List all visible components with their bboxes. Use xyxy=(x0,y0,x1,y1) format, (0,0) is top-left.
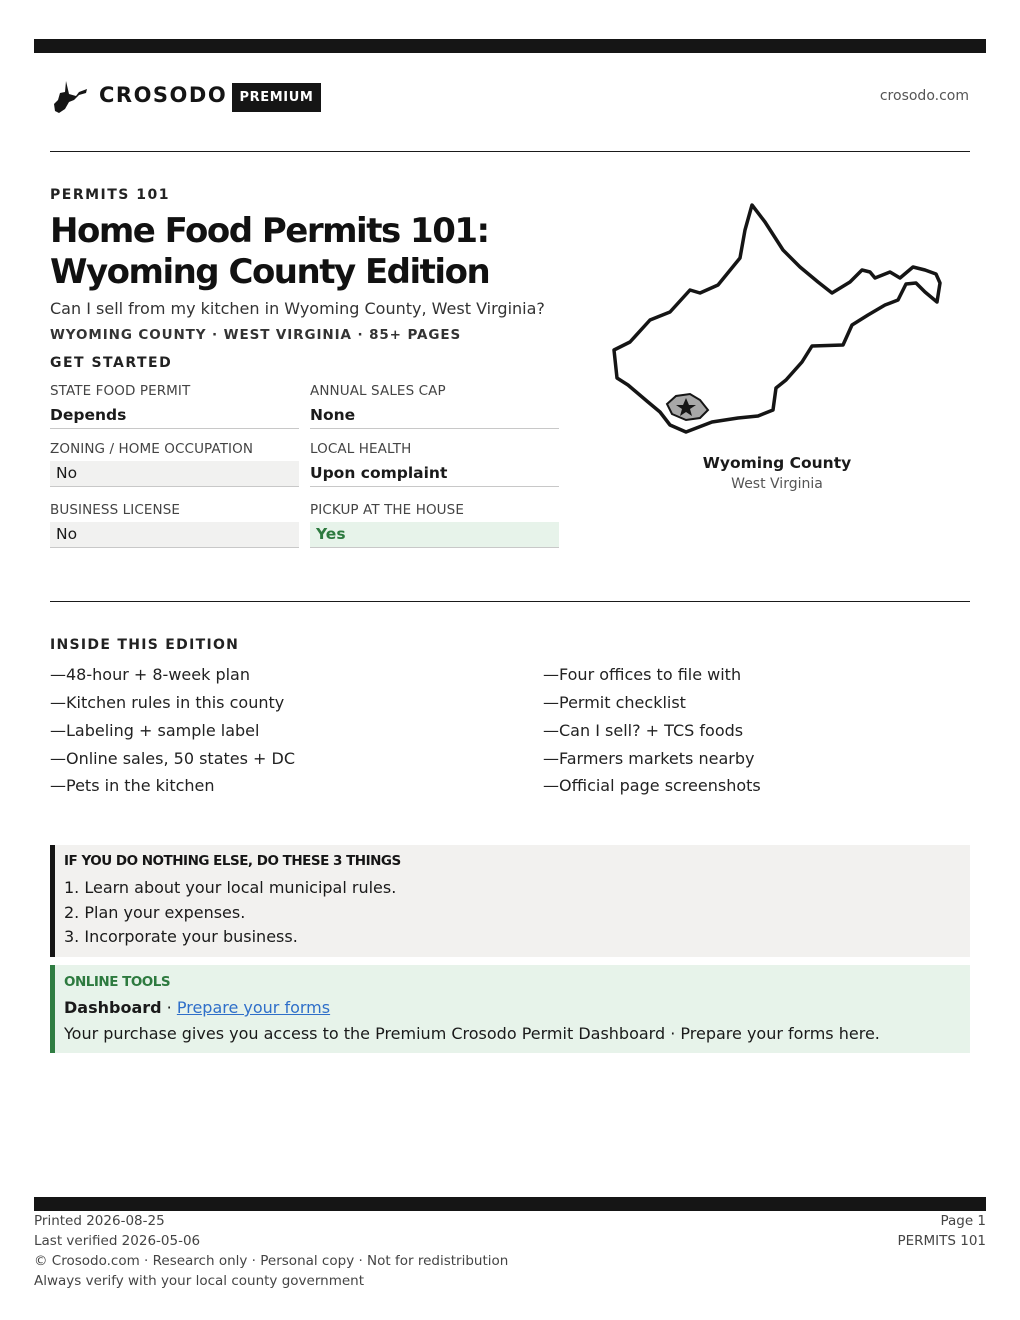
title-line-2: Wyoming County Edition xyxy=(50,252,490,292)
page-title xyxy=(50,211,590,293)
copyright-notice: © Crosodo.com · Research only · Personal copy · Not for redistribution xyxy=(34,1253,509,1269)
footer-section: PERMITS 101 xyxy=(897,1233,986,1249)
toc-item[interactable]: —Kitchen rules in this county xyxy=(50,693,285,712)
dashboard-separator: · xyxy=(161,998,177,1017)
fact-value: No xyxy=(50,522,299,548)
west-virginia-outline xyxy=(614,205,940,432)
fact-value: Depends xyxy=(50,403,299,429)
verified-date: Last verified 2026-05-06 xyxy=(34,1233,201,1249)
premium-badge: PREMIUM xyxy=(232,83,321,112)
dashboard-label: Dashboard xyxy=(64,998,162,1017)
dashboard-line xyxy=(64,998,330,1017)
get-started-heading: GET STARTED xyxy=(50,355,173,371)
page-meta: WYOMING COUNTY · WEST VIRGINIA · 85+ PAGES xyxy=(50,327,462,343)
toc-item[interactable]: —48-hour + 8-week plan xyxy=(50,665,250,684)
page-subtitle: Can I sell from my kitchen in Wyoming County, West Virginia? xyxy=(50,299,545,318)
toc-item[interactable]: —Pets in the kitchen xyxy=(50,776,215,795)
page-number: Page 1 xyxy=(940,1213,986,1229)
three-things-callout xyxy=(50,845,970,957)
title-line-1: Home Food Permits 101: xyxy=(50,211,489,251)
map-county-name: Wyoming County xyxy=(702,454,852,472)
section-divider xyxy=(50,601,970,602)
footer-bar xyxy=(34,1197,986,1211)
site-url[interactable]: crosodo.com xyxy=(879,88,969,104)
fact-label: STATE FOOD PERMIT xyxy=(50,383,191,399)
state-map xyxy=(600,195,950,440)
fact-label: ZONING / HOME OCCUPATION xyxy=(50,441,254,457)
fact-business-license xyxy=(50,502,299,548)
fact-label: ANNUAL SALES CAP xyxy=(310,383,446,399)
callout-heading: IF YOU DO NOTHING ELSE, DO THESE 3 THINGS xyxy=(64,853,401,869)
section-kicker: PERMITS 101 xyxy=(50,187,170,203)
fact-label: LOCAL HEALTH xyxy=(310,441,412,457)
toc-item[interactable]: —Online sales, 50 states + DC xyxy=(50,749,296,768)
callout-item: 2. Plan your expenses. xyxy=(64,903,246,922)
online-tools-description: Your purchase gives you access to the Premium Crosodo Permit Dashboard · Prepare your forms here. xyxy=(64,1024,880,1043)
toc-item[interactable]: —Can I sell? + TCS foods xyxy=(543,721,744,740)
fact-value: No xyxy=(50,461,299,487)
fact-value: None xyxy=(310,403,559,429)
fact-annual-sales-cap xyxy=(310,383,559,429)
online-tools-heading: ONLINE TOOLS xyxy=(64,974,171,990)
toc-item[interactable]: —Four offices to file with xyxy=(543,665,742,684)
toc-heading: INSIDE THIS EDITION xyxy=(50,637,240,653)
toc-item[interactable]: —Farmers markets nearby xyxy=(543,749,755,768)
header-divider xyxy=(50,151,970,152)
callout-item: 1. Learn about your local municipal rules. xyxy=(64,878,397,897)
online-tools-callout xyxy=(50,965,970,1053)
toc-item[interactable]: —Permit checklist xyxy=(543,693,686,712)
fact-state-food-permit xyxy=(50,383,299,429)
west-virginia-logo-icon xyxy=(52,80,88,114)
fact-value: Upon complaint xyxy=(310,461,559,487)
toc-item[interactable]: —Labeling + sample label xyxy=(50,721,260,740)
verify-note: Always verify with your local county government xyxy=(34,1273,364,1289)
prepare-forms-link[interactable]: Prepare your forms xyxy=(176,998,331,1017)
toc-item[interactable]: —Official page screenshots xyxy=(543,776,761,795)
fact-label: PICKUP AT THE HOUSE xyxy=(310,502,464,518)
map-state-name: West Virginia xyxy=(731,476,823,492)
fact-local-health xyxy=(310,441,559,487)
fact-value: Yes xyxy=(310,522,559,548)
fact-zoning xyxy=(50,441,299,487)
fact-pickup xyxy=(310,502,559,548)
top-bar xyxy=(34,39,986,53)
printed-date: Printed 2026-08-25 xyxy=(34,1213,165,1229)
brand-name[interactable]: CROSODO xyxy=(99,83,228,107)
fact-label: BUSINESS LICENSE xyxy=(50,502,181,518)
callout-item: 3. Incorporate your business. xyxy=(64,927,298,946)
